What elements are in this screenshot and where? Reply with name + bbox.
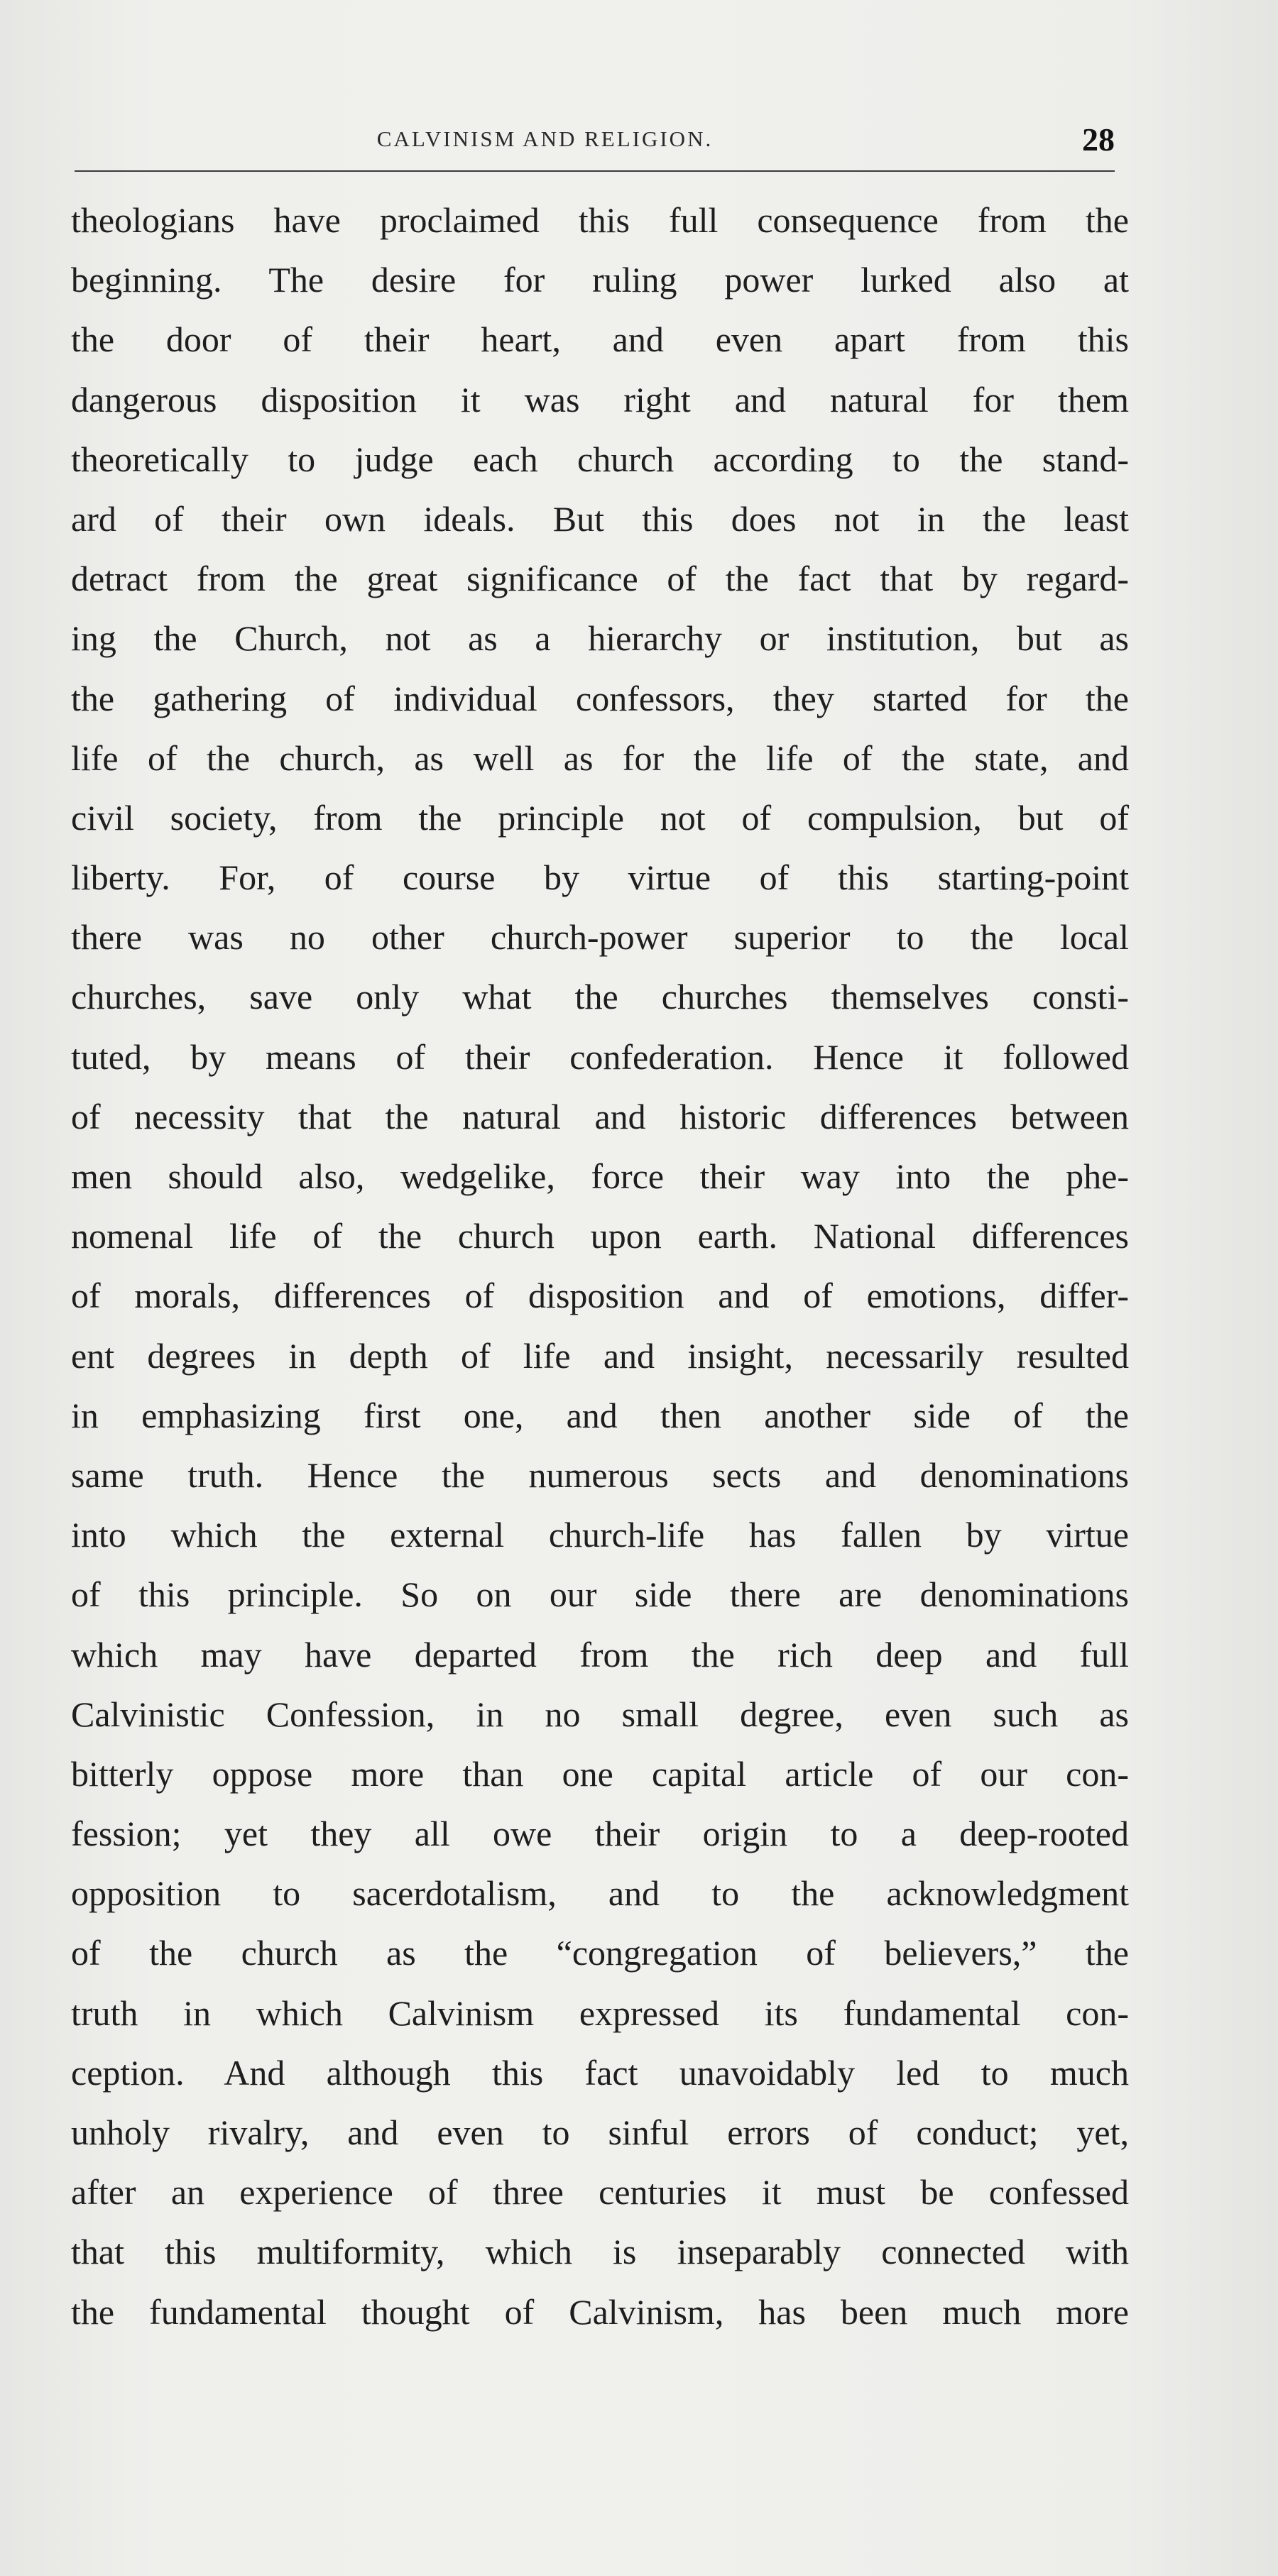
text-line: truth in which Calvinism expressed its fundamental con- bbox=[71, 1993, 1129, 2033]
text-line: nomenal life of the church upon earth. National differences bbox=[71, 1216, 1129, 1256]
text-line: life of the church, as well as for the life of the state, and bbox=[71, 738, 1129, 778]
running-head: CALVINISM AND RELIGION. bbox=[376, 126, 714, 151]
text-line: the gathering of individual confessors, they started for the bbox=[71, 678, 1129, 718]
text-line: after an experience of three centuries it must be confessed bbox=[71, 2172, 1129, 2213]
text-line: men should also, wedgelike, force their way into the phe- bbox=[71, 1156, 1129, 1196]
text-line: fession; yet they all owe their origin to a deep-rooted bbox=[71, 1814, 1129, 1854]
text-line: ent degrees in depth of life and insight, necessarily resulted bbox=[71, 1335, 1129, 1376]
text-line: ception. And although this fact unavoidably led to much bbox=[71, 2052, 1129, 2093]
header-rule bbox=[75, 170, 1115, 172]
text-line: beginning. The desire for ruling power lurked also at bbox=[71, 260, 1129, 300]
text-line: churches, save only what the churches themselves consti- bbox=[71, 977, 1129, 1017]
text-line: into which the external church-life has fallen by virtue bbox=[71, 1515, 1129, 1555]
text-line: same truth. Hence the numerous sects and denominations bbox=[71, 1454, 1129, 1495]
text-line: there was no other church-power superior to the local bbox=[71, 917, 1129, 958]
text-line: civil society, from the principle not of compulsion, but of bbox=[71, 797, 1129, 838]
page-header bbox=[75, 121, 1115, 170]
text-line: dangerous disposition it was right and natural for them bbox=[71, 379, 1129, 420]
text-line: ing the Church, not as a hierarchy or institution, but as bbox=[71, 618, 1129, 659]
text-line: liberty. For, of course by virtue of this starting-point bbox=[71, 857, 1129, 898]
text-line: tuted, by means of their confederation. Hence it followed bbox=[71, 1036, 1129, 1077]
text-line: detract from the great significance of the fact that by regard- bbox=[71, 559, 1129, 599]
text-line: which may have departed from the rich deep and full bbox=[71, 1634, 1129, 1675]
page-number: 28 bbox=[1082, 121, 1115, 158]
text-line: in emphasizing first one, and then another side of the bbox=[71, 1395, 1129, 1435]
text-line: that this multiformity, which is inseparably connected with bbox=[71, 2232, 1129, 2272]
text-line: bitterly oppose more than one capital article of our con- bbox=[71, 1753, 1129, 1794]
text-line: the fundamental thought of Calvinism, has been much more bbox=[71, 2291, 1129, 2332]
text-line: opposition to sacerdotalism, and to the acknowledgment bbox=[71, 1873, 1129, 1914]
text-line: ard of their own ideals. But this does not in the least bbox=[71, 498, 1129, 539]
text-line: of this principle. So on our side there are denominations bbox=[71, 1574, 1129, 1615]
text-line: theologians have proclaimed this full consequence from the bbox=[71, 200, 1129, 240]
text-line: unholy rivalry, and even to sinful errors of conduct; yet, bbox=[71, 2112, 1129, 2152]
text-line: of the church as the “congregation of believers,” the bbox=[71, 1933, 1129, 1973]
body-text bbox=[71, 190, 1129, 2342]
text-line: of necessity that the natural and historic differences between bbox=[71, 1096, 1129, 1136]
text-line: Calvinistic Confession, in no small degree, even such as bbox=[71, 1694, 1129, 1734]
text-line: of morals, differences of disposition and of emotions, differ- bbox=[71, 1276, 1129, 1316]
text-line: the door of their heart, and even apart from this bbox=[71, 319, 1129, 360]
text-line: theoretically to judge each church according to the stand- bbox=[71, 439, 1129, 479]
